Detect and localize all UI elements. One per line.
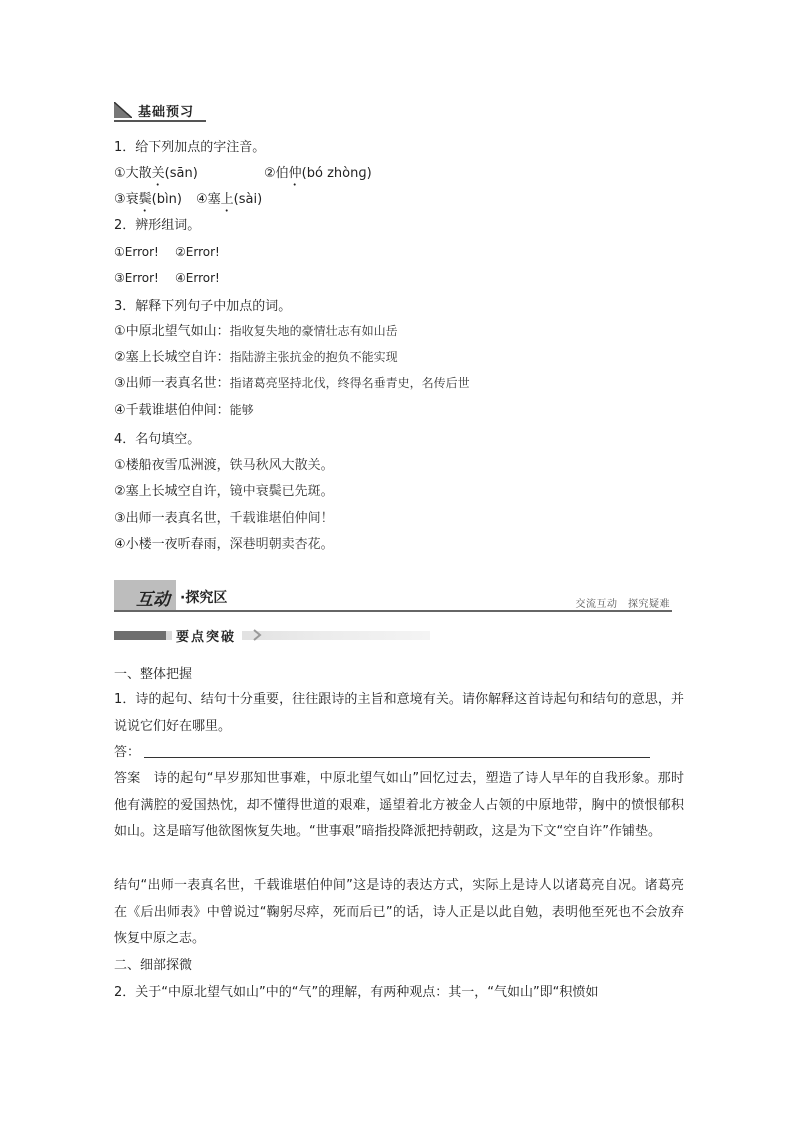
answer-text: 指陆游主张抗金的抱负不能实现 [229, 350, 398, 364]
q2-item: ④Error! [175, 271, 220, 285]
q4-item [114, 456, 334, 476]
sentence: ④千载谁堪伯仲间： [114, 403, 230, 418]
section-banner-interaction [114, 580, 672, 612]
pinyin: (bìn) [151, 192, 182, 207]
q1-title: 1．给下列加点的字注音。 [114, 140, 266, 155]
key-points-title: 要点突破 [172, 626, 242, 645]
q4-item [114, 509, 334, 529]
q2-item: ③Error! [114, 271, 159, 285]
q3-item [114, 321, 398, 342]
banner-right-text: 交流互动 探究疑难 [575, 599, 670, 610]
banner-title: 互动 [136, 590, 170, 610]
prompt: ①楼船夜雪瓜洲渡， [114, 458, 230, 473]
banner-subtitle: ·探究区 [180, 590, 228, 606]
q4-item [114, 482, 334, 502]
q2-title: 2．辨形组词。 [114, 218, 201, 233]
corner-triangle-icon [114, 102, 132, 118]
answer-text: 指收复失地的豪情壮志有如山岳 [229, 324, 398, 338]
item-text: ②伯 [264, 166, 289, 181]
q1-item [196, 190, 262, 215]
answer-text: 指诸葛亮坚持北伐，终得名垂青史，名传后世 [229, 376, 470, 390]
item-text: ④塞 [196, 192, 221, 207]
prompt: ③出师一表真名世， [114, 511, 230, 526]
section-title: 基础预习 [138, 105, 195, 120]
answer-blank-line [144, 743, 650, 758]
key-label: 答案 [114, 771, 141, 786]
sentence: ①中原北望气如山： [114, 324, 230, 339]
q3-item [114, 347, 398, 368]
section-underline [114, 120, 206, 122]
bar-dark-segment [114, 631, 166, 640]
part2-question: 2．关于“中原北望气如山”中的“气”的理解，有两种观点：其一，“气如山”即“积愤如 [114, 985, 599, 1000]
q2-item: ②Error! [175, 245, 220, 259]
part1-key-paragraph-2: 结句“出师一表真名世，千载谁堪伯仲间”这是诗的表达方式，实际上是诗人以诸葛亮自况。诸葛亮在《后出师表》中曾说过“鞠躬尽瘁，死而后已”的话，诗人正是以此自勉，表明他至死也不会放弃恢复中原之志。 [114, 878, 684, 946]
part1-key-paragraph-1 [114, 766, 684, 846]
dotted-char: 关 [151, 166, 165, 181]
key-points-bar [114, 628, 430, 645]
banner-underline [114, 610, 672, 612]
answer-text: 能够 [229, 403, 254, 417]
q3-title: 3．解释下列句子中加点的词。 [114, 299, 292, 314]
pinyin: (sān) [164, 166, 198, 181]
item-text: ①大散 [114, 166, 152, 181]
sentence: ②塞上长城空自许： [114, 350, 230, 365]
q1-item [264, 164, 372, 189]
item-text: ③衰 [114, 192, 139, 207]
dotted-char: 仲 [288, 166, 302, 181]
q1-item [114, 164, 198, 189]
dotted-char: 上 [220, 192, 234, 207]
answer-text: 镜中衰鬓已先斑。 [229, 484, 334, 499]
answer-label: 答： [114, 745, 141, 760]
q4-title: 4．名句填空。 [114, 432, 201, 447]
sentence: ③出师一表真名世： [114, 376, 230, 391]
q1-item [114, 190, 182, 215]
prompt: ②塞上长城空自许， [114, 484, 230, 499]
q3-item [114, 400, 254, 421]
answer-line-row [114, 743, 650, 763]
part1-heading: 一、整体把握 [114, 667, 193, 682]
dotted-char: 鬓 [138, 192, 152, 207]
answer-text: 深巷明朝卖杏花。 [229, 537, 334, 552]
part2-heading: 二、细部探微 [114, 958, 193, 973]
pinyin: (bó zhònɡ) [301, 166, 372, 181]
answer-text: 铁马秋风大散关。 [229, 458, 334, 473]
q4-item [114, 535, 334, 555]
key-text: 诗的起句“早岁那知世事难，中原北望气如山”回忆过去，塑造了诗人早年的自我形象。那时他有满腔的爱国热忱，却不懂得世道的艰难，遥望着北方被金人占领的中原地带，胸中的愤恨郁积如山。这是暗写他欲图恢复失地。“世事艰”暗指投降派把持朝政，这是为下文“空自许”作铺垫。 [114, 771, 684, 839]
pinyin: (sài) [233, 192, 263, 207]
q3-item [114, 373, 470, 394]
part1-question: 1．诗的起句、结句十分重要，往往跟诗的主旨和意境有关。请你解释这首诗起句和结句的意思，并说说它们好在哪里。 [114, 692, 684, 734]
q2-item: ①Error! [114, 245, 159, 259]
prompt: ④小楼一夜听春雨， [114, 537, 230, 552]
section-header-preview [114, 100, 206, 122]
answer-text: 千载谁堪伯仲间！ [229, 511, 334, 526]
chevron-right-icon [252, 629, 262, 641]
